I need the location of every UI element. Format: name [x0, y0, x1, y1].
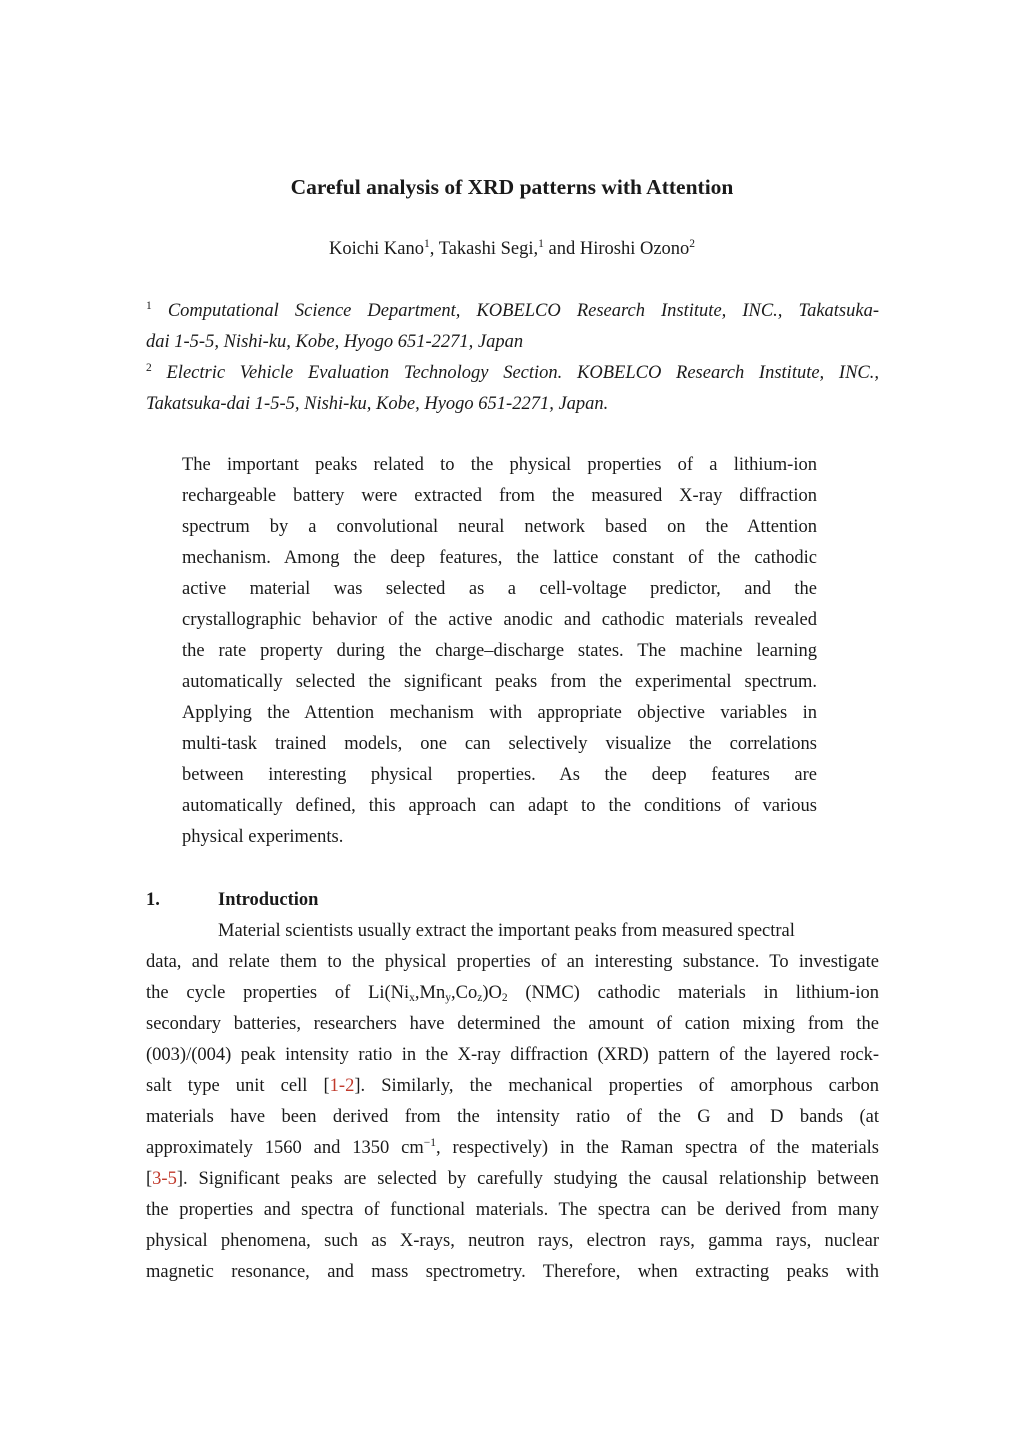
body-line: materials have been derived from the intensity ratio of the G and D bands (at — [146, 1107, 879, 1127]
introduction-body — [146, 916, 879, 1288]
body-line: Material scientists usually extract the important peaks from measured spectral — [218, 921, 795, 941]
abstract-line: crystallographic behavior of the active anodic and cathodic materials revealed — [182, 610, 817, 630]
body-line — [146, 1071, 879, 1102]
body-text: approximately 1560 and 1350 cm — [146, 1138, 424, 1158]
abstract-line: mechanism. Among the deep features, the lattice constant of the cathodic — [182, 548, 817, 568]
affiliation-marker: 2 — [146, 362, 152, 374]
body-line: (003)/(004) peak intensity ratio in the X-ray diffraction (XRD) pattern of the layered rock- — [146, 1045, 879, 1065]
abstract-line: the rate property during the charge–discharge states. The machine learning — [182, 641, 817, 661]
abstract-line: The important peaks related to the physical properties of a lithium-ion — [182, 455, 817, 475]
paper-title: Careful analysis of XRD patterns with Attention — [290, 175, 734, 199]
abstract-line: spectrum by a convolutional neural network based on the Attention — [182, 517, 817, 537]
affiliation-line — [146, 358, 879, 389]
subscript: 2 — [501, 992, 508, 1004]
affiliation-line: Takatsuka-dai 1-5-5, Nishi-ku, Kobe, Hyogo 651-2271, Japan. — [146, 394, 609, 414]
abstract-line: automatically selected the significant peaks from the experimental spectrum. — [182, 672, 817, 692]
body-text: the cycle properties of Li(Ni — [146, 983, 410, 1003]
body-text: ]. Significant peaks are selected by carefully studying the causal relationship between — [176, 1169, 879, 1189]
body-line — [146, 1133, 879, 1164]
affiliation-line: dai 1-5-5, Nishi-ku, Kobe, Hyogo 651-2271, Japan — [146, 332, 524, 352]
affiliation-marker: 1 — [146, 300, 152, 312]
citation-link[interactable]: 1-2 — [329, 1076, 355, 1096]
subscript: y — [445, 992, 451, 1004]
author-name: Koichi Kano — [328, 239, 425, 259]
body-line — [146, 978, 879, 1009]
subscript: x — [409, 992, 415, 1004]
body-line: the properties and spectra of functional materials. The spectra can be derived from many — [146, 1200, 879, 1220]
author-name: Hiroshi Ozono — [579, 239, 690, 259]
body-text: (NMC) cathodic materials in lithium-ion — [525, 983, 880, 1003]
section-title: Introduction — [218, 890, 319, 910]
abstract-line: Applying the Attention mechanism with appropriate objective variables in — [182, 703, 817, 723]
section-heading — [146, 885, 318, 916]
author-name: Takashi Segi, — [438, 239, 539, 259]
affiliation-line — [146, 296, 879, 327]
abstract-line: multi-task trained models, one can selectively visualize the correlations — [182, 734, 817, 754]
body-line: secondary batteries, researchers have determined the amount of cation mixing from the — [146, 1014, 879, 1034]
affiliation-marker: 2 — [689, 238, 696, 250]
subscript: z — [477, 992, 483, 1004]
abstract-line: rechargeable battery were extracted from the measured X-ray diffraction — [182, 486, 817, 506]
body-text: , respectively) in the Raman spectra of the materials — [436, 1138, 879, 1158]
affiliation-2 — [146, 358, 879, 420]
affiliation-text: Computational Science Department, KOBELCO Research Institute, INC., Takatsuka- — [167, 301, 879, 321]
body-text: ,Co — [451, 983, 478, 1003]
body-text: salt type unit cell [ — [146, 1076, 330, 1096]
affiliation-marker: 1 — [424, 238, 430, 250]
affiliation-1 — [146, 296, 879, 358]
body-text: ]. Similarly, the mechanical properties of amorphous carbon — [354, 1076, 880, 1096]
body-text: ,Mn — [414, 983, 446, 1003]
body-line — [146, 1164, 879, 1195]
affiliation-marker: 1 — [538, 238, 544, 250]
abstract-line: automatically defined, this approach can adapt to the conditions of various — [182, 796, 817, 816]
author-line — [0, 236, 1024, 262]
abstract-line: active material was selected as a cell-voltage predictor, and the — [182, 579, 817, 599]
body-text: )O — [482, 983, 502, 1003]
body-line: magnetic resonance, and mass spectrometry. Therefore, when extracting peaks with — [146, 1262, 879, 1282]
author-separator: and — [543, 239, 580, 259]
affiliation-text: Electric Vehicle Evaluation Technology Section. KOBELCO Research Institute, INC., — [166, 363, 880, 383]
citation-link[interactable]: 3-5 — [152, 1169, 177, 1189]
body-line: data, and relate them to the physical properties of an interesting substance. To investigate — [146, 952, 879, 972]
abstract-line: between interesting physical properties. As the deep features are — [182, 765, 817, 785]
body-line: physical phenomena, such as X-rays, neutron rays, electron rays, gamma rays, nuclear — [146, 1231, 879, 1251]
abstract-line: physical experiments. — [182, 827, 344, 847]
abstract — [182, 450, 817, 853]
author-separator: , — [429, 239, 439, 259]
body-text: [ — [146, 1169, 153, 1189]
superscript: −1 — [423, 1137, 437, 1149]
section-number: 1. — [146, 890, 160, 910]
